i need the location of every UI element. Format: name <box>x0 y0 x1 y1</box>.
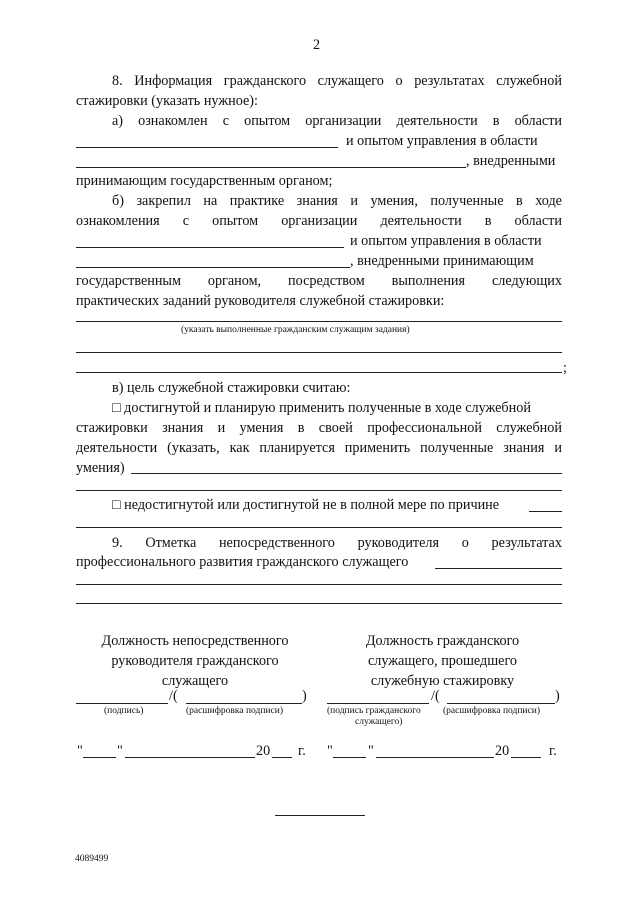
left-year-suffix: г. <box>298 743 306 759</box>
item-b-line4: , внедренными принимающим <box>350 253 534 269</box>
left-caption-name: (расшифровка подписи) <box>186 706 283 716</box>
item-v-line1: в) цель служебной стажировки считаю: <box>112 380 351 396</box>
blank-field <box>529 511 562 512</box>
right-signature-field <box>327 703 429 704</box>
left-day-field <box>83 757 116 758</box>
s9-line1: 9. Отметка непосредственного руководителя о результатах <box>112 535 562 551</box>
left-date-quote-close: " <box>117 743 123 759</box>
s9-line2: профессионального развития гражданского служащего <box>76 554 409 570</box>
blank-field <box>435 568 562 569</box>
item-b-line6: практических заданий руководителя служебной стажировки: <box>76 293 445 309</box>
blank-field <box>76 584 562 585</box>
right-close-paren: ) <box>555 688 560 704</box>
item-a-line1: а) ознакомлен с опытом организации деятельности в области <box>112 113 562 129</box>
blank-field <box>76 167 466 168</box>
right-caption-name: (расшифровка подписи) <box>443 706 540 716</box>
s8-heading-line1: 8. Информация гражданского служащего о результатах служебной <box>112 73 562 89</box>
left-name-field <box>186 703 302 704</box>
footer-code: 4089499 <box>75 854 109 864</box>
blank-field <box>76 147 338 148</box>
item-v-line3: стажировки знания и умения в своей профессиональной служебной <box>76 420 562 436</box>
left-position-title: Должность непосредственного руководителя гражданского служащего <box>101 633 289 689</box>
right-day-field <box>333 757 366 758</box>
right-year-suffix: г. <box>549 743 557 759</box>
left-slash: /( <box>169 688 178 704</box>
item-v-checkbox2-line: □ недостигнутой или достигнутой не в полной мере по причине <box>112 497 500 513</box>
item-b-line2: ознакомления с опытом организации деятельности в области <box>76 213 562 229</box>
page-number: 2 <box>313 37 321 53</box>
blank-field <box>76 490 562 491</box>
left-signature-field <box>76 703 168 704</box>
blank-field <box>76 321 562 322</box>
s8-heading-line2: стажировки (указать нужное): <box>76 93 258 109</box>
right-date-quote-open: " <box>327 743 333 759</box>
item-b-line5: государственным органом, посредством выполнения следующих <box>76 273 562 289</box>
item-b-line3: и опытом управления в области <box>350 233 542 249</box>
blank-field <box>76 352 562 353</box>
item-v-checkbox1-line: □ достигнутой и планирую применить полученные в ходе служебной <box>112 400 531 416</box>
hint-caption: (указать выполненные гражданским служащим задания) <box>181 325 410 335</box>
item-v-line5: умения) <box>76 460 125 476</box>
item-a-line2: и опытом управления в области <box>346 133 538 149</box>
right-caption-signature: (подпись гражданского <box>327 706 421 716</box>
left-year-field <box>272 757 292 758</box>
right-name-field <box>447 703 555 704</box>
item-a-line4: принимающим государственным органом; <box>76 173 333 189</box>
right-position-title: Должность гражданского служащего, прошедшего служебную стажировку <box>365 633 520 689</box>
closing-rule <box>275 815 365 816</box>
left-date-quote-open: " <box>77 743 83 759</box>
left-year-prefix: 20 <box>256 743 271 759</box>
right-year-field <box>511 757 541 758</box>
right-year-prefix: 20 <box>495 743 510 759</box>
right-date-quote-close: " <box>368 743 374 759</box>
left-caption-signature: (подпись) <box>104 706 144 716</box>
right-slash: /( <box>431 688 440 704</box>
left-month-field <box>125 757 255 758</box>
blank-field <box>131 473 562 474</box>
right-caption-signature-2: служащего) <box>355 717 403 727</box>
blank-field <box>76 267 350 268</box>
item-v-line4: деятельности (указать, как планируется применить полученные знания и <box>76 440 562 456</box>
right-month-field <box>376 757 494 758</box>
semicolon: ; <box>563 360 567 376</box>
item-a-line3: , внедренными <box>466 153 556 169</box>
blank-field <box>76 603 562 604</box>
blank-field <box>76 527 562 528</box>
left-close-paren: ) <box>302 688 307 704</box>
blank-field <box>76 372 562 373</box>
item-b-line1: б) закрепил на практике знания и умения, полученные в ходе <box>112 193 562 209</box>
blank-field <box>76 247 344 248</box>
